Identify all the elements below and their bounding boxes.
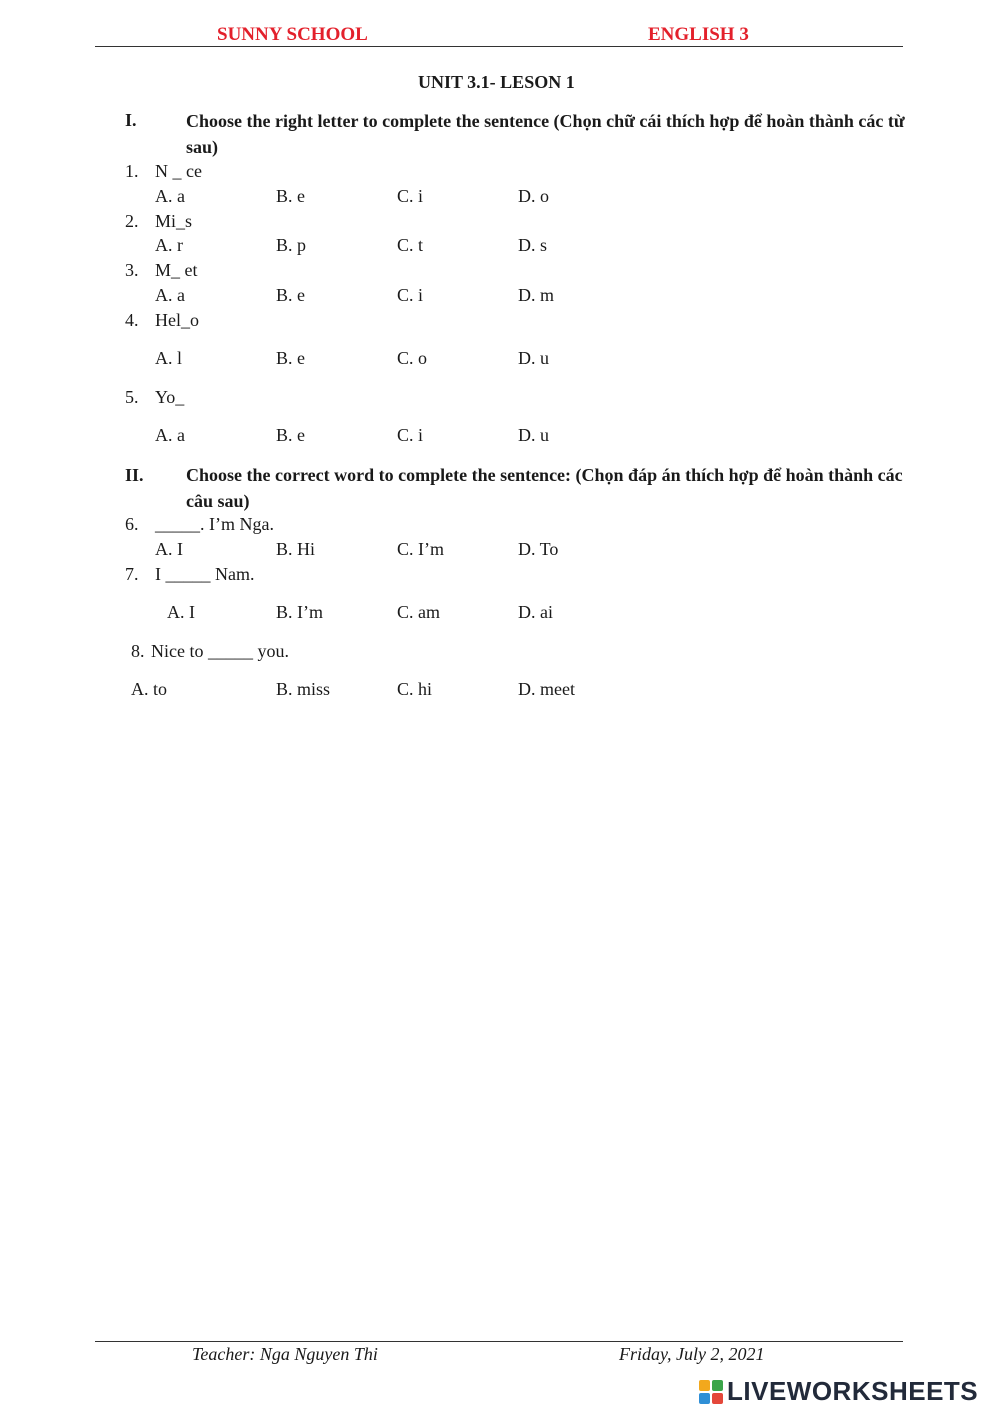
question-8-text: Nice to _____ you. <box>151 641 289 661</box>
question-2-option-a[interactable]: A. r <box>155 235 183 255</box>
question-7-option-a[interactable]: A. I <box>167 602 195 622</box>
question-7-option-d[interactable]: D. ai <box>518 602 553 622</box>
question-8-option-a[interactable]: A. to <box>131 679 167 699</box>
question-6-number: 6. <box>125 514 139 534</box>
question-4-option-d[interactable]: D. u <box>518 348 549 368</box>
question-1-number: 1. <box>125 161 139 181</box>
section-1-number: I. <box>125 110 137 130</box>
question-3-text: M_ et <box>155 260 198 280</box>
question-5-option-c[interactable]: C. i <box>397 425 424 445</box>
page-title: UNIT 3.1- LESON 1 <box>418 72 575 92</box>
subject-name: ENGLISH 3 <box>648 24 749 45</box>
question-7-option-c[interactable]: C. am <box>397 602 440 622</box>
question-2-option-c[interactable]: C. t <box>397 235 424 255</box>
question-1-option-b[interactable]: B. e <box>276 186 305 206</box>
question-1-option-c[interactable]: C. i <box>397 186 424 206</box>
question-2-number: 2. <box>125 211 139 231</box>
question-3-option-c[interactable]: C. i <box>397 285 424 305</box>
header-rule <box>95 46 903 47</box>
footer-teacher: Teacher: Nga Nguyen Thi <box>192 1344 378 1364</box>
question-5-number: 5. <box>125 387 139 407</box>
footer-date: Friday, July 2, 2021 <box>619 1344 765 1364</box>
question-2-option-b[interactable]: B. p <box>276 235 307 255</box>
question-4-option-a[interactable]: A. l <box>155 348 182 368</box>
liveworksheets-logo-icon <box>699 1380 723 1404</box>
question-5-text: Yo_ <box>155 387 185 407</box>
question-5-option-a[interactable]: A. a <box>155 425 185 445</box>
question-3-option-d[interactable]: D. m <box>518 285 554 305</box>
question-4-option-b[interactable]: B. e <box>276 348 305 368</box>
section-2-instruction: Choose the correct word to complete the sentence: (Chọn đáp án thích hợp để hoàn thành các câu sau) <box>186 465 903 511</box>
question-7-number: 7. <box>125 564 139 584</box>
question-6-text: _____. I’m Nga. <box>155 514 274 534</box>
question-4-option-c[interactable]: C. o <box>397 348 428 368</box>
question-8-option-c[interactable]: C. hi <box>397 679 433 699</box>
question-2-option-d[interactable]: D. s <box>518 235 548 255</box>
liveworksheets-logo <box>699 1376 978 1407</box>
question-1-option-a[interactable]: A. a <box>155 186 185 206</box>
question-6-option-d[interactable]: D. To <box>518 539 559 559</box>
question-8-option-d[interactable]: D. meet <box>518 679 575 699</box>
question-4-text: Hel_o <box>155 310 199 330</box>
question-6-option-a[interactable]: A. I <box>155 539 183 559</box>
section-1-instruction: Choose the right letter to complete the sentence (Chọn chữ cái thích hợp để hoàn thành các từ sau) <box>186 111 905 157</box>
question-1-option-d[interactable]: D. o <box>518 186 549 206</box>
question-3-option-b[interactable]: B. e <box>276 285 305 305</box>
question-5-option-b[interactable]: B. e <box>276 425 305 445</box>
question-3-option-a[interactable]: A. a <box>155 285 185 305</box>
question-8-option-b[interactable]: B. miss <box>276 679 331 699</box>
question-6-option-c[interactable]: C. I’m <box>397 539 444 559</box>
section-2-number: II. <box>125 465 144 485</box>
question-2-text: Mi_s <box>155 211 193 231</box>
question-8-number: 8. <box>131 641 145 661</box>
question-6-option-b[interactable]: B. Hi <box>276 539 316 559</box>
question-5-option-d[interactable]: D. u <box>518 425 549 445</box>
question-1-text: N _ ce <box>155 161 202 181</box>
footer-rule <box>95 1341 903 1342</box>
question-7-option-b[interactable]: B. I’m <box>276 602 323 622</box>
question-3-number: 3. <box>125 260 139 280</box>
school-name: SUNNY SCHOOL <box>217 24 368 45</box>
question-4-number: 4. <box>125 310 139 330</box>
question-7-text: I _____ Nam. <box>155 564 255 584</box>
liveworksheets-logo-text: LIVEWORKSHEETS <box>727 1376 979 1406</box>
